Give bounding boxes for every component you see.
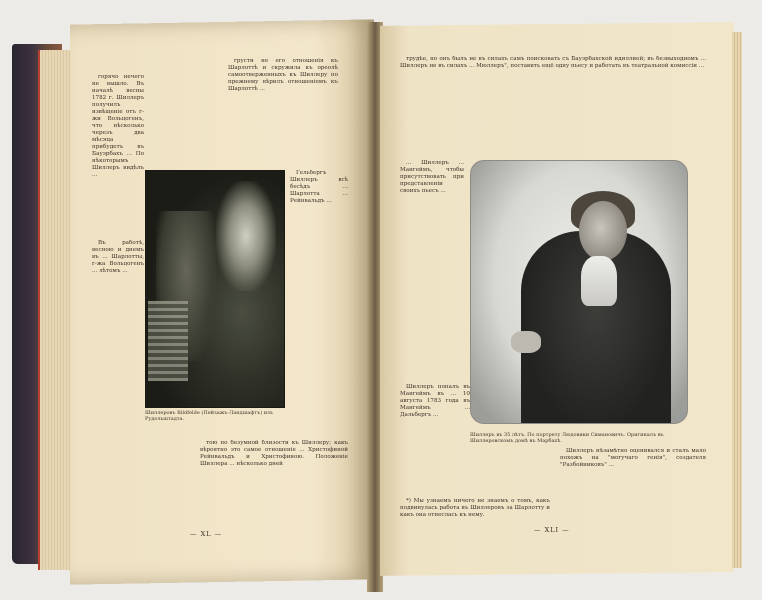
left-page-column-1b bbox=[92, 240, 144, 520]
photo-light bbox=[216, 181, 276, 291]
portrait-head bbox=[579, 201, 627, 261]
right-page-top-text bbox=[400, 56, 706, 156]
right-page-bottom-left bbox=[400, 384, 470, 494]
right-left-column-paragraph: ... Шиллеръ ... Мангеймъ, чтобы присутствовать при представленіи своихъ пьесъ ... bbox=[400, 160, 464, 194]
schiller-portrait bbox=[470, 160, 688, 424]
left-column-2-paragraph: грусти не его отношенія къ Шарлоттѣ и скружила къ ореолѣ самоотверженныхъ къ Шиллеру по прежнему вѣрилъ отношеніемъ къ Шарлоттѣ ... bbox=[228, 58, 338, 92]
right-bottom-left-paragraph: Шиллеръ попалъ въ Мангеймъ въ ... 10 августа 1783 года въ Мангеймъ ... Дальбергъ ... bbox=[400, 384, 470, 418]
portrait-collar bbox=[581, 256, 617, 306]
portrait-hand bbox=[511, 331, 541, 353]
left-bottom-paragraph: тою по безумной близости къ Шиллеру; какъ вѣроятно это самое отношеніе ... Христофиной Рейнвальдъ и Христофиною. Положеніе Шиллера ... нѣсколько дней bbox=[200, 440, 348, 467]
left-page-column-2-top bbox=[228, 58, 338, 168]
right-top-paragraph: трудѣе, но онъ былъ не въ силахъ самъ поисковать съ Бауэрбахской идиллией; въ безвыходномъ ... Шиллеръ не въ силахъ ... Мюллеръ", поставить ещё одну пьесу и работать въ театральной комиссіи ... bbox=[400, 56, 706, 69]
right-page-left-column bbox=[400, 160, 464, 380]
right-page-bottom-right bbox=[560, 448, 706, 520]
left-column-2b-paragraph: Гельбергъ Шиллеръ всѣ бесѣдъ ... Шарлотта ... Рейнвальдъ ... bbox=[290, 170, 348, 204]
left-page-column-2b bbox=[290, 170, 348, 420]
left-column-1-paragraph: горячо нечего не вышло. Въ началѣ весны 1782 г. Шиллеръ получилъ извѣщеніе отъ г-жи Вольцогенъ, что нѣсколько черезъ два мѣсяца прибудетъ въ Бауэрбахъ ... По нѣкоторымъ Шиллеръ видѣлъ ... bbox=[92, 74, 144, 178]
portrait-caption: Шиллеръ въ 35 лѣтъ. По портрету Людовики Симановичъ. Оригиналъ въ Шиллеровскомъ домѣ въ Марбахѣ. bbox=[470, 432, 664, 444]
photo-steps bbox=[148, 301, 188, 381]
left-page-number: — XL — bbox=[190, 530, 223, 538]
page-edges-right bbox=[732, 32, 742, 568]
right-page-footnote bbox=[400, 498, 550, 528]
left-page-column-1 bbox=[92, 74, 144, 234]
right-footnote-paragraph: *) Мы узнаемъ ничего не знаемъ о томъ, какъ подвинулась работа въ Шиллеровъ за Шарлотту и какъ она отнеслась къ нему. bbox=[400, 498, 550, 518]
landscape-photo-caption: Шиллеровъ Bildfelde (Пейзажъ-Ландшафтъ) изъ Рудольштадта. bbox=[145, 410, 273, 422]
landscape-photo bbox=[145, 170, 285, 408]
left-page-bottom-text bbox=[200, 440, 348, 520]
right-page-number: — XLI — bbox=[534, 526, 570, 534]
left-column-1b-paragraph: Въ работѣ, весною и днемъ въ ... Шарлотты, г-жа Вольцогенъ ... лѣтомъ ... bbox=[92, 240, 144, 274]
right-bottom-right-paragraph: Шиллеръ нѣзамѣтно оценивался и сталъ мало похожъ на "могучаго генія", создателя "Разбойниковъ" ... bbox=[560, 448, 706, 468]
